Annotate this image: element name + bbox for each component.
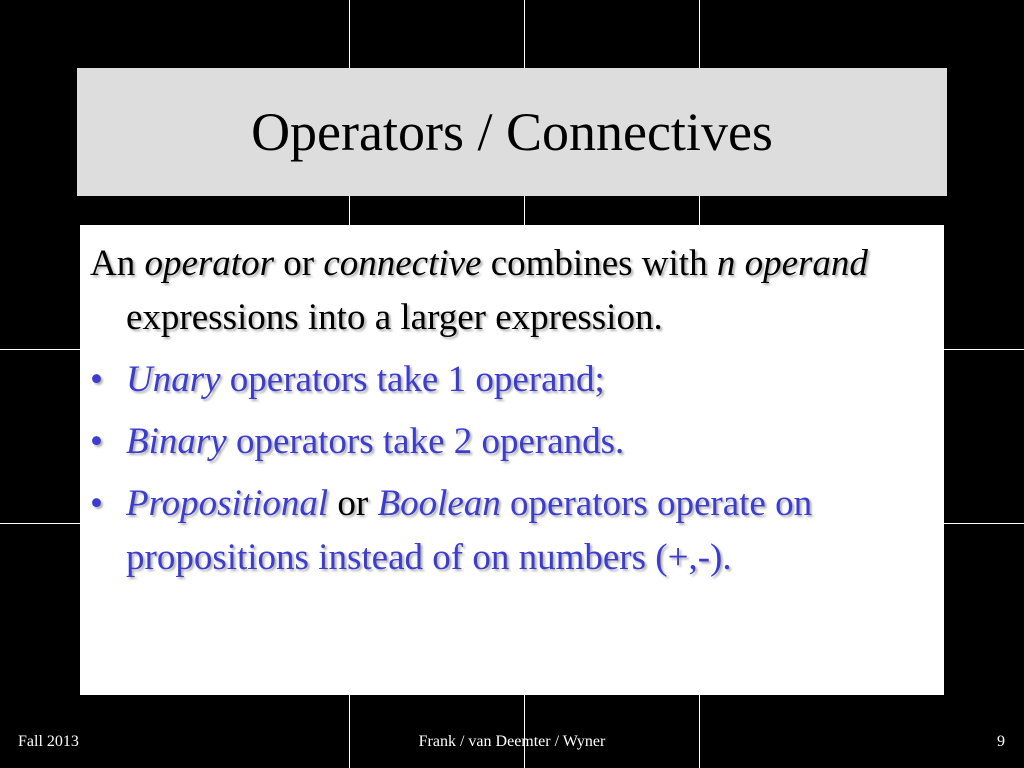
intro-text: or bbox=[273, 243, 324, 284]
bullet-term: Binary bbox=[126, 421, 227, 462]
footer-date: Fall 2013 bbox=[18, 733, 79, 750]
intro-paragraph bbox=[90, 237, 924, 345]
content-box bbox=[80, 225, 944, 695]
bullet-text: operators take 1 operand; bbox=[220, 359, 605, 400]
title-box bbox=[77, 68, 947, 196]
intro-text: expressions into a larger expression. bbox=[126, 297, 663, 338]
bullet-icon: • bbox=[90, 483, 103, 524]
footer-page-number: 9 bbox=[997, 733, 1005, 750]
bullet-term: Propositional bbox=[126, 483, 329, 524]
bullet-term: Boolean bbox=[377, 483, 501, 524]
bullet-term: Unary bbox=[126, 359, 221, 400]
bullet-text: or bbox=[328, 483, 378, 524]
bullet-item bbox=[90, 477, 924, 585]
bullet-icon: • bbox=[90, 421, 103, 462]
intro-text: An bbox=[90, 243, 145, 284]
intro-term-n: n bbox=[716, 243, 736, 284]
intro-term-operand: operand bbox=[744, 243, 868, 284]
bullet-text: operators operate on propositions instead of on numbers (+,-). bbox=[126, 483, 813, 578]
bullet-icon: • bbox=[90, 359, 103, 400]
slide-title: Operators / Connectives bbox=[251, 102, 773, 162]
intro-term-connective: connective bbox=[323, 243, 482, 284]
footer-authors: Frank / van Deemter / Wyner bbox=[418, 733, 606, 750]
bullet-item bbox=[90, 353, 924, 407]
intro-text: combines with bbox=[481, 243, 717, 284]
intro-term-operator: operator bbox=[144, 243, 274, 284]
bullet-text: operators take 2 operands. bbox=[226, 421, 625, 462]
bullet-item bbox=[90, 415, 924, 469]
